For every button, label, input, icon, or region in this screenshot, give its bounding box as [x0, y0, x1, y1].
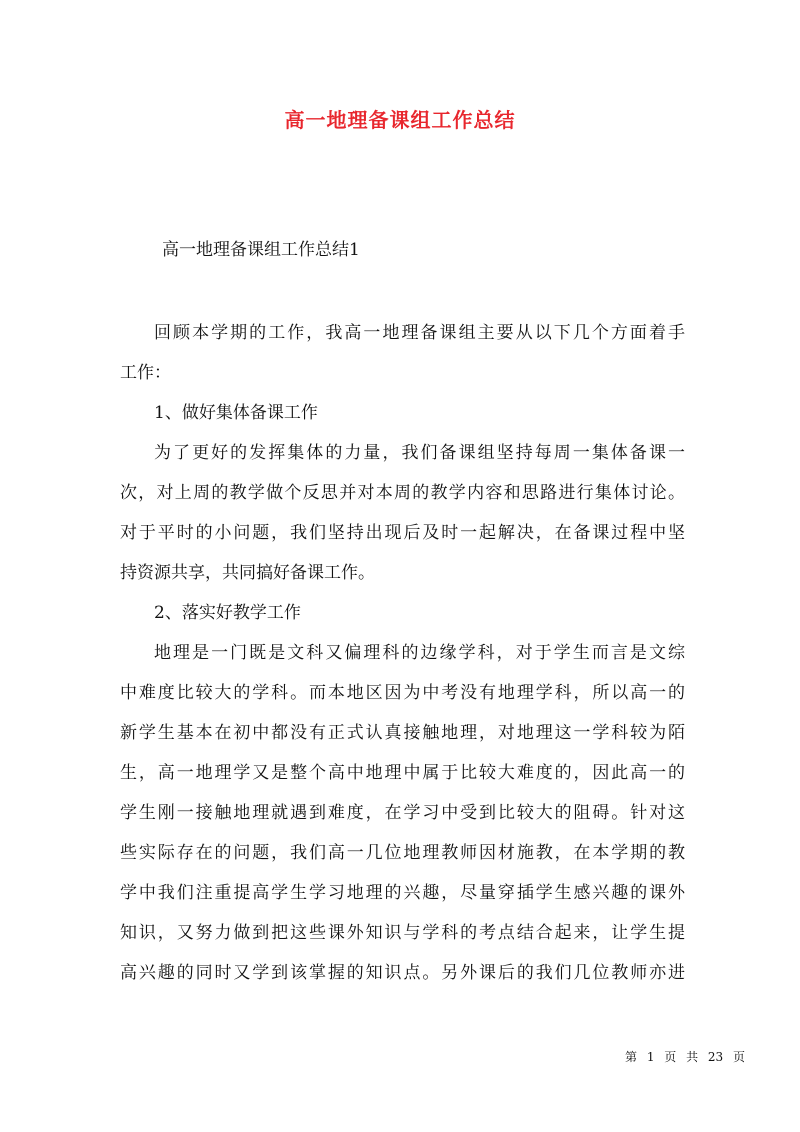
- text-line: 生，高一地理学又是整个高中地理中属于比较大难度的，因此高一的: [120, 763, 685, 783]
- paragraph: [120, 393, 685, 433]
- text-line: 中难度比较大的学科。而本地区因为中考没有地理学科，所以高一的: [120, 683, 685, 703]
- paragraph: [120, 313, 685, 393]
- list-heading: 2、落实好教学工作: [154, 603, 301, 623]
- paragraph: [120, 633, 685, 993]
- paragraph: [120, 593, 685, 633]
- page-number: 第 1 页 共 23 页: [625, 1050, 745, 1064]
- text-line: 学中我们注重提高学生学习地理的兴趣，尽量穿插学生感兴趣的课外: [120, 883, 685, 903]
- text-line: 次，对上周的教学做个反思并对本周的教学内容和思路进行集体讨论。: [120, 483, 685, 503]
- section-heading: 高一地理备课组工作总结1: [162, 240, 360, 260]
- paragraph: [120, 433, 685, 593]
- text-line: 为了更好的发挥集体的力量，我们备课组坚持每周一集体备课一: [154, 443, 685, 463]
- text-line: 回顾本学期的工作，我高一地理备课组主要从以下几个方面着手: [154, 323, 685, 343]
- text-line: 工作：: [120, 363, 171, 383]
- text-line: 地理是一门既是文科又偏理科的边缘学科，对于学生而言是文综: [154, 643, 685, 663]
- document-title: 高一地理备课组工作总结: [284, 108, 516, 132]
- text-line: 些实际存在的问题，我们高一几位地理教师因材施教，在本学期的教: [120, 843, 685, 863]
- document-body: [120, 313, 685, 993]
- list-heading: 1、做好集体备课工作: [154, 403, 318, 423]
- text-line: 学生刚一接触地理就遇到难度，在学习中受到比较大的阻碍。针对这: [120, 803, 685, 823]
- text-line: 知识，又努力做到把这些课外知识与学科的考点结合起来，让学生提: [120, 923, 685, 943]
- text-line: 新学生基本在初中都没有正式认真接触地理，对地理这一学科较为陌: [120, 723, 685, 743]
- text-line: 持资源共享，共同搞好备课工作。: [120, 563, 375, 583]
- text-line: 对于平时的小问题，我们坚持出现后及时一起解决，在备课过程中坚: [120, 523, 685, 543]
- text-line: 高兴趣的同时又学到该掌握的知识点。另外课后的我们几位教师亦进: [120, 963, 685, 983]
